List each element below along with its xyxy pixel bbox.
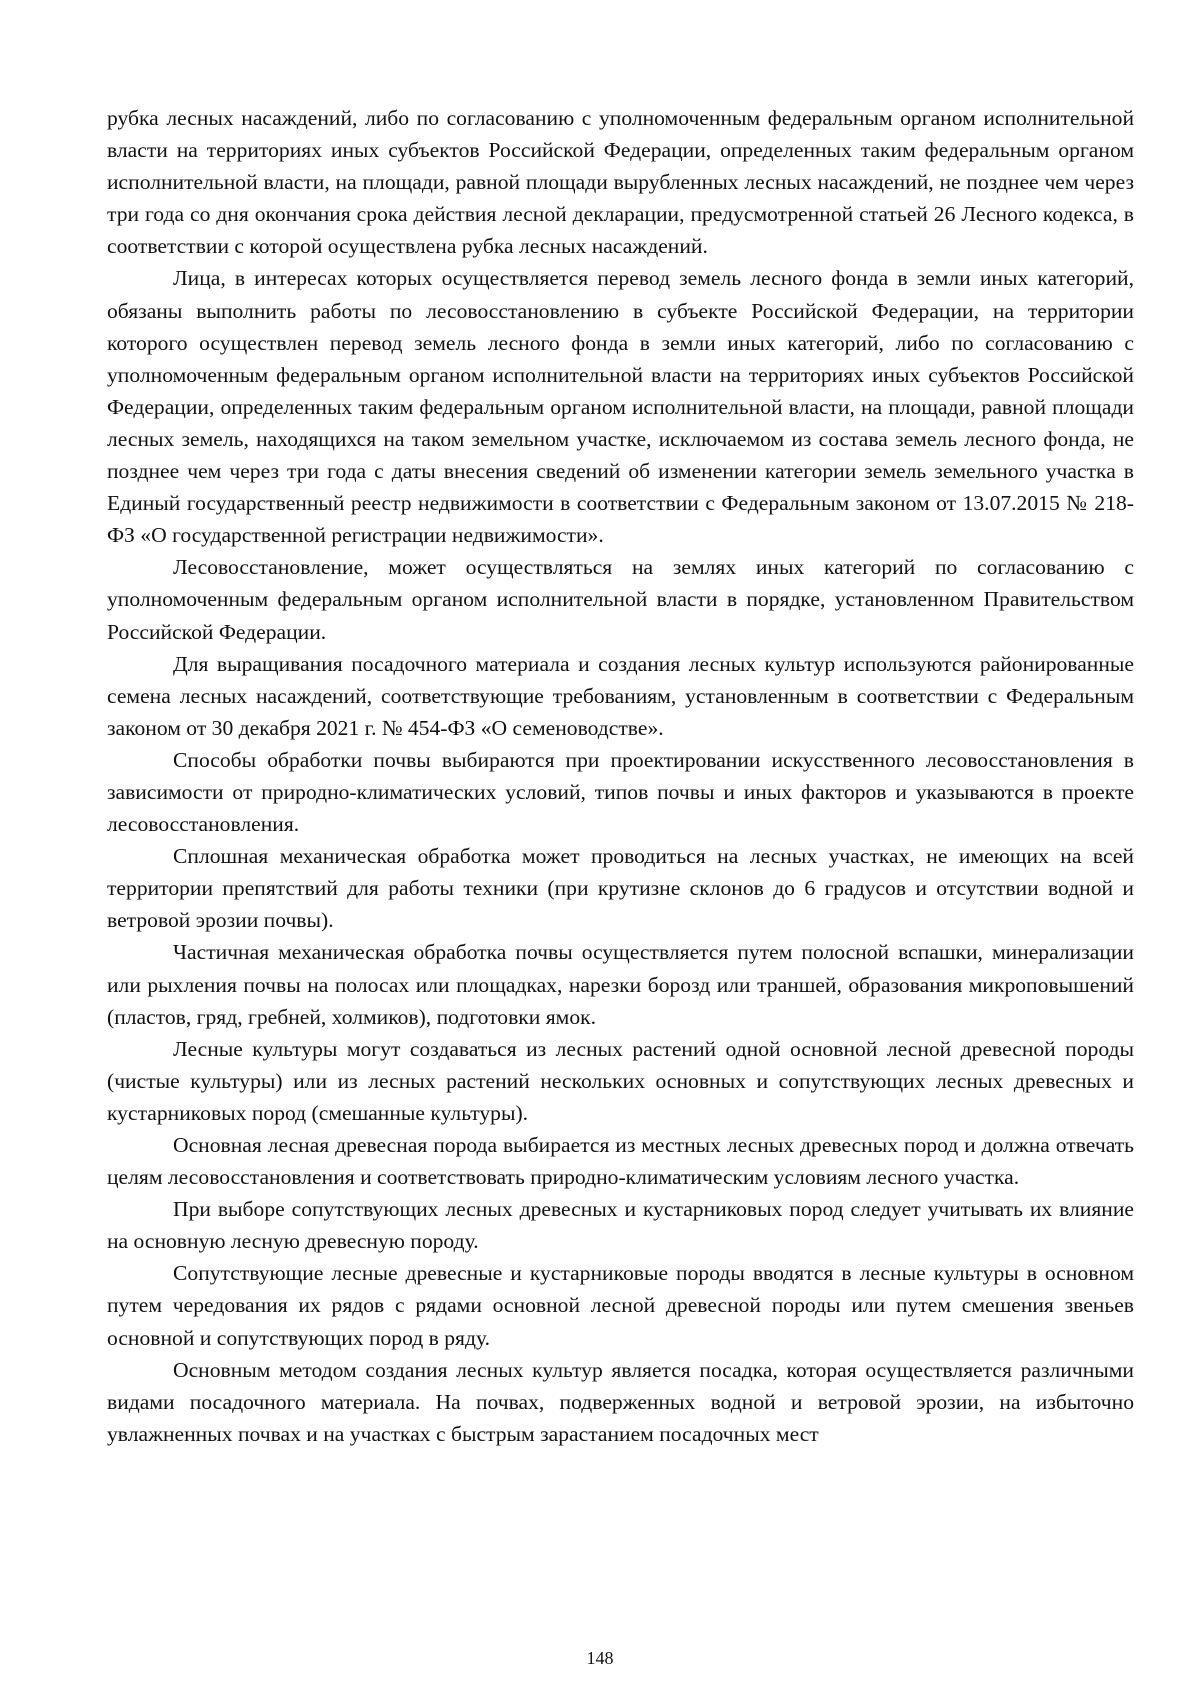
paragraph-continuation: рубка лесных насаждений, либо по согласованию с уполномоченным федеральным органом исполнительной власти на территориях иных субъектов Российской Федерации, определенных таким федеральным органом исполнительной власти, на площади, равной площади вырубленных лесных насаждений, не позднее чем через три года со дня окончания срока действия лесной декларации, предусмотренной статьей 26 Лесного кодекса, в соответствии с которой осуществлена рубка лесных насаждений. xyxy=(107,106,1134,259)
paragraph: Для выращивания посадочного материала и создания лесных культур используются районированные семена лесных насаждений, соответствующие требованиям, установленным в соответствии с Федеральным законом от 30 декабря 2021 г. № 454-ФЗ «О семеноводстве». xyxy=(107,651,1134,740)
paragraph: При выборе сопутствующих лесных древесных и кустарниковых пород следует учитывать их влияние на основную лесную древесную породу. xyxy=(107,1197,1134,1254)
body-text xyxy=(107,102,1134,1450)
paragraph: Лица, в интересах которых осуществляется перевод земель лесного фонда в земли иных категорий, обязаны выполнить работы по лесовосстановлению в субъекте Российской Федерации, на территории которого осуществлен перевод земель лесного фонда в земли иных категорий, либо по согласованию с уполномоченным федеральным органом исполнительной власти на территориях иных субъектов Российской Федерации, определенных таким федеральным органом исполнительной власти, на площади, равной площади лесных земель, находящихся на таком земельном участке, исключаемом из состава земель лесного фонда, не позднее чем через три года с даты внесения сведений об изменении категории земель земельного участка в Единый государственный реестр недвижимости в соответствии с Федеральным законом от 13.07.2015 № 218-ФЗ «О государственной регистрации недвижимости». xyxy=(107,266,1134,548)
paragraph: Сплошная механическая обработка может проводиться на лесных участках, не имеющих на всей территории препятствий для работы техники (при крутизне склонов до 6 градусов и отсутствии водной и ветровой эрозии почвы). xyxy=(107,844,1134,933)
paragraph: Сопутствующие лесные древесные и кустарниковые породы вводятся в лесные культуры в основном путем чередования их рядов с рядами основной лесной древесной породы или путем смешения звеньев основной и сопутствующих пород в ряду. xyxy=(107,1261,1134,1350)
paragraph: Способы обработки почвы выбираются при проектировании искусственного лесовосстановления в зависимости от природно-климатических условий, типов почвы и иных факторов и указываются в проекте лесовосстановления. xyxy=(107,747,1134,837)
paragraph: Основным методом создания лесных культур является посадка, которая осуществляется различными видами посадочного материала. На почвах, подверженных водной и ветровой эрозии, на избыточно увлажненных почвах и на участках с быстрым зарастанием посадочных мест xyxy=(107,1357,1134,1446)
paragraph: Основная лесная древесная порода выбирается из местных лесных древесных пород и должна отвечать целям лесовосстановления и соответствовать природно-климатическим условиям лесного участка. xyxy=(107,1133,1134,1190)
paragraph: Лесовосстановление, может осуществляться на землях иных категорий по согласованию с уполномоченным федеральным органом исполнительной власти в порядке, установленном Правительством Российской Федерации. xyxy=(107,555,1134,644)
paragraph: Лесные культуры могут создаваться из лесных растений одной основной лесной древесной породы (чистые культуры) или из лесных растений нескольких основных и сопутствующих лесных древесных и кустарниковых пород (смешанные культуры). xyxy=(107,1036,1134,1125)
paragraph: Частичная механическая обработка почвы осуществляется путем полосной вспашки, минерализации или рыхления почвы на полосах или площадках, нарезки борозд или траншей, образования микроповышений (пластов, гряд, гребней, холмиков), подготовки ямок. xyxy=(107,940,1134,1029)
page-number: 148 xyxy=(586,1648,614,1668)
